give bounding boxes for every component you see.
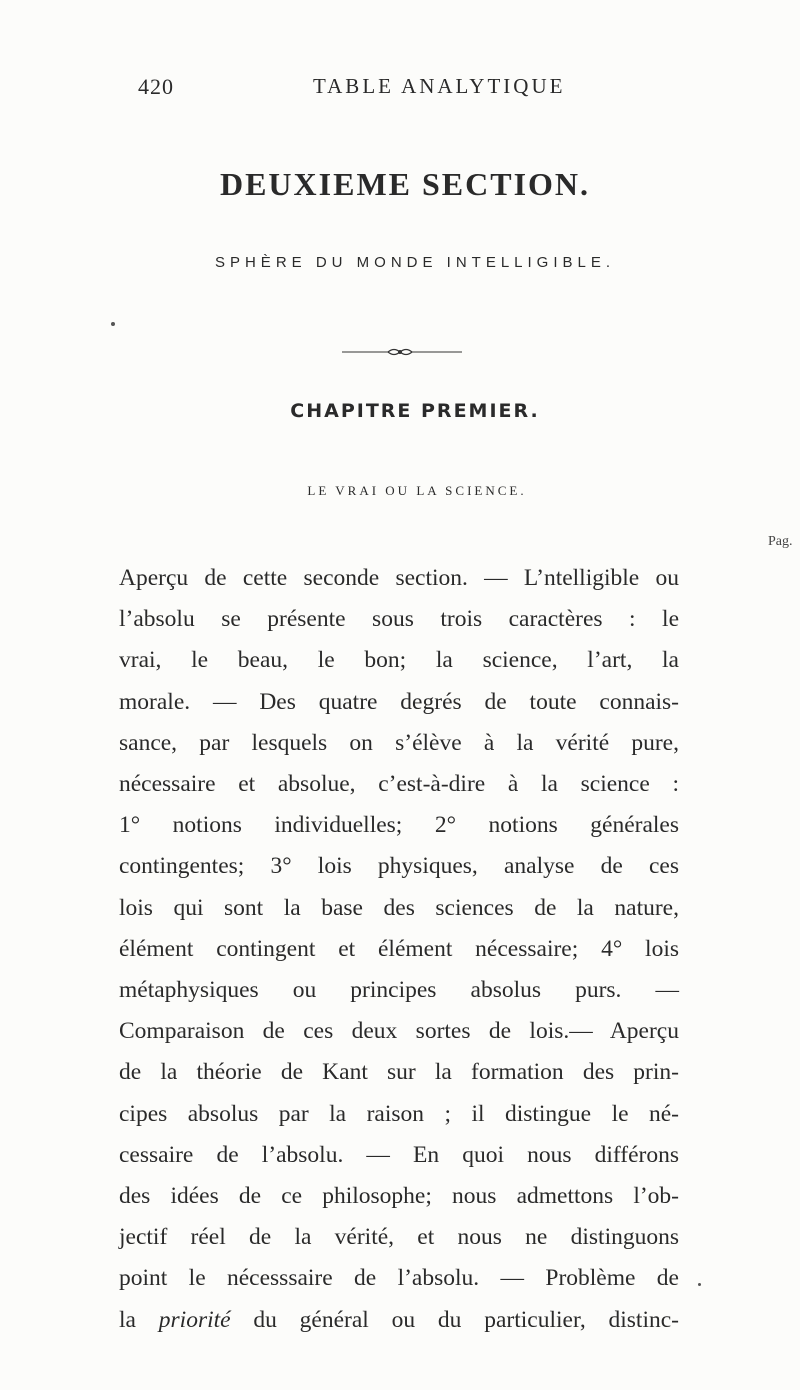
text-run: la (119, 1306, 159, 1333)
ornament-divider-icon (342, 346, 462, 358)
body-line-last (119, 1300, 679, 1341)
body-line: cipes absolus par la raison ; il distingue le né- (119, 1100, 679, 1127)
body-paragraph (119, 558, 679, 1341)
body-line: sance, par lesquels on s’élève à la vérité pure, (119, 729, 679, 756)
text-run: du général ou du particulier, distinc- (230, 1306, 679, 1333)
body-line: 1° notions individuelles; 2° notions générales (119, 812, 679, 839)
body-line: élément contingent et élément nécessaire; 4° lois (119, 935, 679, 962)
italic-term: priorité (158, 1306, 231, 1333)
body-line: jectif réel de la vérité, et nous ne distinguons (119, 1224, 679, 1251)
body-line: contingentes; 3° lois physiques, analyse de ces (119, 853, 679, 880)
body-line: nécessaire et absolue, c’est-à-dire à la science : (119, 771, 679, 798)
body-line: point le nécesssaire de l’absolu. — Problème de (119, 1265, 679, 1292)
running-head (138, 74, 658, 104)
running-title: TABLE ANALYTIQUE (313, 74, 566, 98)
margin-note: Pag. (768, 534, 793, 549)
section-title: DEUXIEME SECTION. (219, 166, 591, 202)
body-line: lois qui sont la base des sciences de la nature, (119, 894, 679, 921)
body-line: cessaire de l’absolu. — En quoi nous différons (119, 1141, 679, 1168)
body-line: métaphysiques ou principes absolus purs. — (119, 977, 679, 1004)
page-number: 420 (138, 74, 174, 99)
chapter-subtitle: LE VRAI OU LA SCIENCE. (307, 483, 527, 498)
ink-speck (698, 1283, 701, 1286)
section-subtitle: SPHÈRE DU MONDE INTELLIGIBLE. (214, 254, 616, 271)
body-line: l’absolu se présente sous trois caractères : le (119, 606, 679, 633)
chapter-title: CHAPITRE PREMIER. (290, 400, 540, 422)
body-line: morale. — Des quatre degrés de toute connais- (119, 688, 679, 715)
body-line: vrai, le beau, le bon; la science, l’art, la (119, 647, 679, 674)
body-line: Comparaison de ces deux sortes de lois.— Aperçu (119, 1018, 679, 1045)
body-line: de la théorie de Kant sur la formation des prin- (119, 1059, 679, 1086)
body-line: des idées de ce philosophe; nous admettons l’ob- (119, 1183, 679, 1210)
ink-speck (111, 322, 115, 326)
body-line: Aperçu de cette seconde section. — L’ntelligible ou (119, 565, 679, 591)
